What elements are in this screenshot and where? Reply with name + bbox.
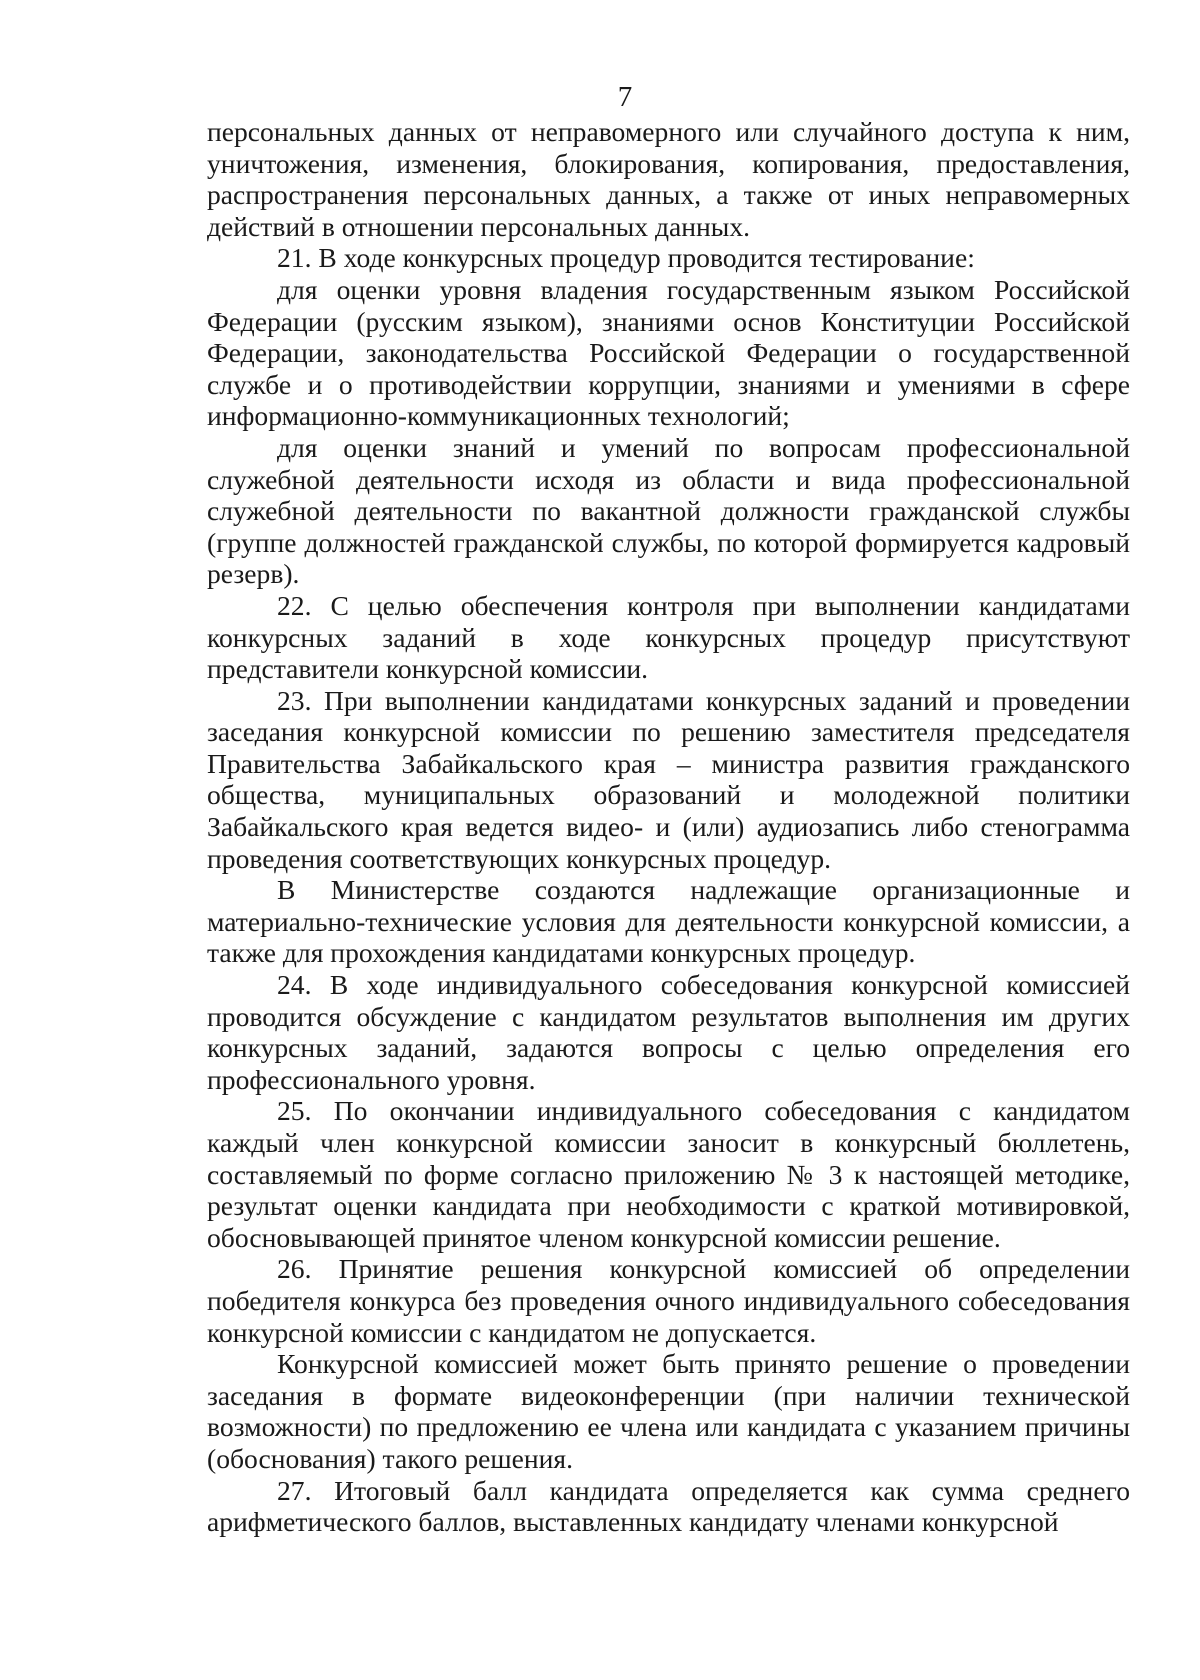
paragraph-26-videoconference: Конкурсной комиссией может быть принято решение о проведении заседания в формате видеоконференции (при наличии технической возможности) по предложению ее члена или кандидата с указанием причины (обоснования) такого решения. <box>207 1348 1130 1474</box>
paragraph-24: 24. В ходе индивидуального собеседования конкурсной комиссией проводится обсуждение с кандидатом результатов выполнения им других конкурсных заданий, задаются вопросы с целью определения его профессионального уровня. <box>207 969 1130 1095</box>
paragraph-23: 23. При выполнении кандидатами конкурсных заданий и проведении заседания конкурсной комиссии по решению заместителя председателя Правительства Забайкальского края – министра развития гражданского общества, муниципальных образований и молодежной политики Забайкальского края ведется видео- и (или) аудиозапись либо стенограмма проведения соответствующих конкурсных процедур. <box>207 684 1130 874</box>
paragraph-27: 27. Итоговый балл кандидата определяется как сумма среднего арифметического баллов, выставленных кандидату членами конкурсной <box>207 1474 1130 1538</box>
paragraph-21-language-test: для оценки уровня владения государственным языком Российской Федерации (русским языком), знаниями основ Конституции Российской Федерации, законодательства Российской Федерации о государственной службе и о противодействии коррупции, знаниями и умениями в сфере информационно-коммуникационных технологий; <box>207 273 1130 432</box>
paragraph-23-ministry-conditions: В Министерстве создаются надлежащие организационные и материально-технические условия для деятельности конкурсной комиссии, а также для прохождения кандидатами конкурсных процедур. <box>207 874 1130 969</box>
paragraph-21-professional-test: для оценки знаний и умений по вопросам профессиональной служебной деятельности исходя из области и вида профессиональной служебной деятельности по вакантной должности гражданской службы (группе должностей гражданской службы, по которой формируется кадровый резерв). <box>207 431 1130 590</box>
paragraph-22: 22. С целью обеспечения контроля при выполнении кандидатами конкурсных заданий в ходе конкурсных процедур присутствуют представители конкурсной комиссии. <box>207 589 1130 685</box>
paragraph-21: 21. В ходе конкурсных процедур проводится тестирование: <box>277 242 975 274</box>
document-body <box>207 116 1130 1538</box>
paragraph-25: 25. По окончании индивидуального собеседования с кандидатом каждый член конкурсной комиссии заносит в конкурсный бюллетень, составляемый по форме согласно приложению № 3 к настоящей методике, результат оценки кандидата при необходимости с краткой мотивировкой, обосновывающей принятое членом конкурсной комиссии решение. <box>207 1095 1130 1253</box>
page-number: 7 <box>617 81 633 113</box>
paragraph-26: 26. Принятие решения конкурсной комиссией об определении победителя конкурса без проведения очного индивидуального собеседования конкурсной комиссии с кандидатом не допускается. <box>207 1253 1130 1348</box>
paragraph-continuation: персональных данных от неправомерного или случайного доступа к ним, уничтожения, изменения, блокирования, копирования, предоставления, распространения персональных данных, а также от иных неправомерных действий в отношении персональных данных. <box>207 116 1130 242</box>
